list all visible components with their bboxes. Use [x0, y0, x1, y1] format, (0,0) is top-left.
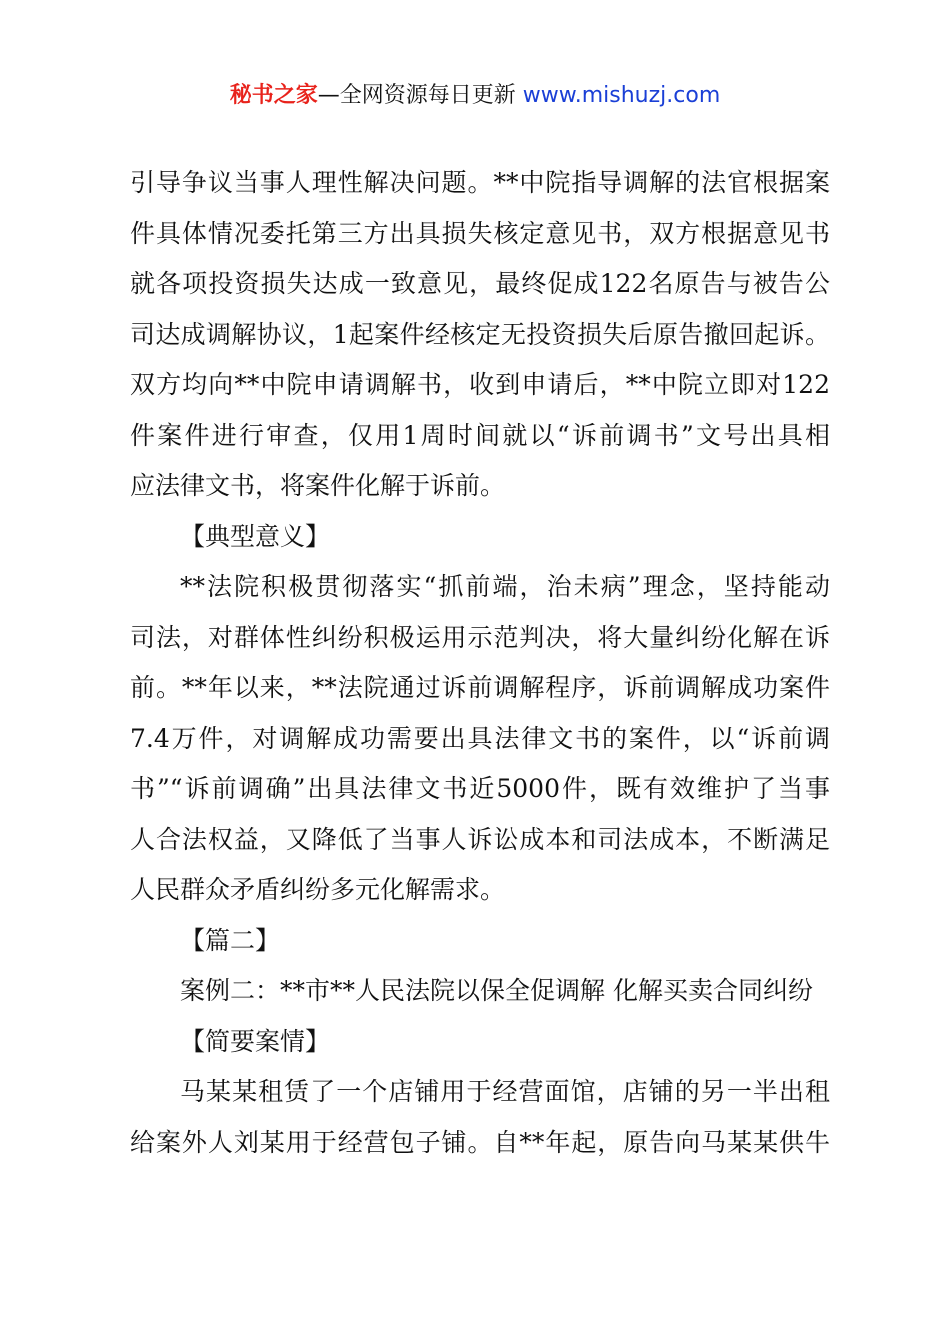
text-line: 就各项投资损失达成一致意见，最终促成122名原告与被告公: [130, 269, 830, 298]
text-line: 人合法权益，又降低了当事人诉讼成本和司法成本，不断满足: [130, 824, 830, 854]
text-line: 人民群众矛盾纠纷多元化解需求。: [130, 875, 506, 904]
text-line: 司达成调解协议，1起案件经核定无投资损失后原告撤回起诉。: [130, 319, 830, 349]
section-heading-typical-significance: 【典型意义】: [180, 521, 331, 551]
site-brand: 秘书之家: [229, 83, 318, 108]
paragraph-case-continuation: [130, 158, 830, 512]
text-line: 书”“诉前调确”出具法律文书近5000件，既有效维护了当事: [130, 774, 830, 803]
text-line: 司法，对群体性纠纷积极运用示范判决，将大量纠纷化解在诉: [130, 622, 830, 652]
site-url[interactable]: www.mishuzj.com: [522, 83, 721, 108]
text-line: 马某某租赁了一个店铺用于经营面馆，店铺的另一半出租: [180, 1077, 830, 1106]
text-line: 引导争议当事人理性解决问题。**中院指导调解的法官根据案: [130, 168, 830, 197]
paragraph-significance: [130, 562, 830, 916]
text-line: **法院积极贯彻落实“抓前端，治未病”理念，坚持能动: [180, 572, 830, 601]
section-heading-brief-facts: 【简要案情】: [180, 1026, 331, 1056]
text-line: 前。**年以来，**法院通过诉前调解程序，诉前调解成功案件: [130, 673, 830, 702]
text-line: 7.4万件，对调解成功需要出具法律文书的案件，以“诉前调: [130, 723, 830, 753]
text-line: 应法律文书，将案件化解于诉前。: [130, 471, 506, 500]
site-tagline: —全网资源每日更新: [317, 83, 523, 108]
site-header: [0, 80, 950, 112]
text-line: 件案件进行审查，仅用1周时间就以“诉前调书”文号出具相: [130, 420, 830, 450]
document-body: [130, 158, 830, 1168]
case-title: 案例二：**市**人民法院以保全促调解 化解买卖合同纠纷: [180, 976, 813, 1005]
text-line: 件具体情况委托第三方出具损失核定意见书，双方根据意见书: [130, 218, 830, 248]
text-line: 给案外人刘某用于经营包子铺。自**年起，原告向马某某供牛: [130, 1127, 830, 1157]
paragraph-case-facts: [130, 1067, 830, 1168]
text-line: 双方均向**中院申请调解书，收到申请后，**中院立即对122: [130, 370, 830, 399]
section-heading-part-two: 【篇二】: [180, 925, 281, 955]
